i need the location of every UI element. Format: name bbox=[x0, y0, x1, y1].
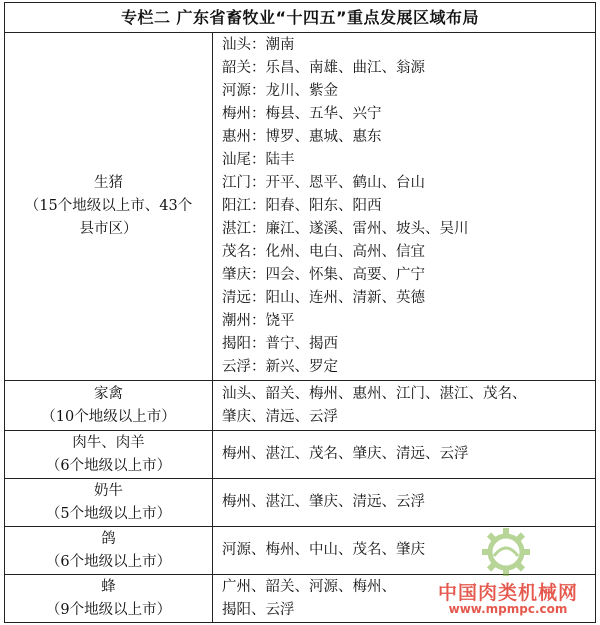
region-line: 潮州：饶平 bbox=[222, 313, 295, 329]
table-row bbox=[5, 479, 596, 527]
region-line: 揭阳：普宁、揭西 bbox=[222, 336, 338, 352]
region-line: 汕头：潮南 bbox=[222, 37, 295, 53]
region-line: 茂名：化州、电白、高州、信宜 bbox=[222, 244, 425, 260]
regions-cell bbox=[213, 479, 596, 527]
category-name: 肉牛、肉羊 bbox=[72, 434, 145, 451]
category-cell bbox=[5, 381, 213, 431]
region-line: 广州、韶关、河源、梅州、 bbox=[222, 578, 396, 595]
region-line: 云浮：新兴、罗定 bbox=[222, 359, 338, 375]
category-cell bbox=[5, 431, 213, 479]
region-line: 河源、梅州、中山、茂名、肇庆 bbox=[222, 542, 425, 558]
region-line: 韶关：乐昌、南雄、曲江、翁源 bbox=[222, 60, 425, 76]
watermark-url: www.mpmpc.com bbox=[448, 602, 568, 616]
region-line: 河源：龙川、紫金 bbox=[222, 83, 338, 99]
category-name: 鸽 bbox=[101, 530, 116, 547]
region-line: 清远：阳山、连州、清新、英德 bbox=[222, 290, 425, 306]
region-line: 湛江：廉江、遂溪、雷州、坡头、吴川 bbox=[222, 221, 469, 237]
watermark-site-name: 中国肉类机械网 bbox=[437, 582, 578, 604]
region-line: 惠州：博罗、惠城、惠东 bbox=[222, 129, 382, 145]
region-line: 梅州、湛江、肇庆、清远、云浮 bbox=[222, 494, 425, 510]
category-cell bbox=[5, 33, 213, 381]
region-line: 江门：开平、恩平、鹤山、台山 bbox=[222, 175, 425, 191]
regions-cell bbox=[213, 33, 596, 381]
region-line: 肇庆、清远、云浮 bbox=[222, 408, 338, 425]
site-watermark bbox=[418, 522, 598, 622]
category-cell bbox=[5, 527, 213, 575]
category-scope: （15个地级以上市、43个县市区） bbox=[24, 198, 193, 237]
region-line: 梅州：梅县、五华、兴宁 bbox=[222, 106, 382, 122]
category-scope: （6个地级以上市） bbox=[45, 553, 172, 570]
region-line: 肇庆：四会、怀集、高要、广宁 bbox=[222, 267, 425, 283]
regions-cell bbox=[213, 431, 596, 479]
category-scope: （9个地级以上市） bbox=[45, 601, 172, 618]
category-name: 家禽 bbox=[94, 385, 123, 402]
region-line: 阳江：阳春、阳东、阳西 bbox=[222, 198, 382, 214]
category-name: 奶牛 bbox=[94, 482, 123, 499]
category-name: 生猪 bbox=[94, 175, 123, 191]
category-scope: （6个地级以上市） bbox=[45, 457, 172, 474]
category-scope: （5个地级以上市） bbox=[45, 505, 172, 522]
category-scope: （10个地级以上市） bbox=[41, 408, 176, 425]
regions-cell bbox=[213, 381, 596, 431]
category-cell bbox=[5, 575, 213, 623]
table-title: 专栏二 广东省畜牧业“十四五”重点发展区域布局 bbox=[4, 2, 596, 32]
category-name: 蜂 bbox=[101, 578, 116, 595]
category-cell bbox=[5, 479, 213, 527]
region-line: 梅州、湛江、茂名、肇庆、清远、云浮 bbox=[222, 446, 469, 462]
region-line: 汕尾：陆丰 bbox=[222, 152, 295, 168]
table-row bbox=[5, 431, 596, 479]
gear-logo-icon bbox=[480, 526, 532, 578]
region-line: 汕头、韶关、梅州、惠州、江门、湛江、茂名、 bbox=[222, 385, 527, 402]
table-row bbox=[5, 381, 596, 431]
table-row bbox=[5, 33, 596, 381]
region-line: 揭阳、云浮 bbox=[222, 601, 295, 618]
